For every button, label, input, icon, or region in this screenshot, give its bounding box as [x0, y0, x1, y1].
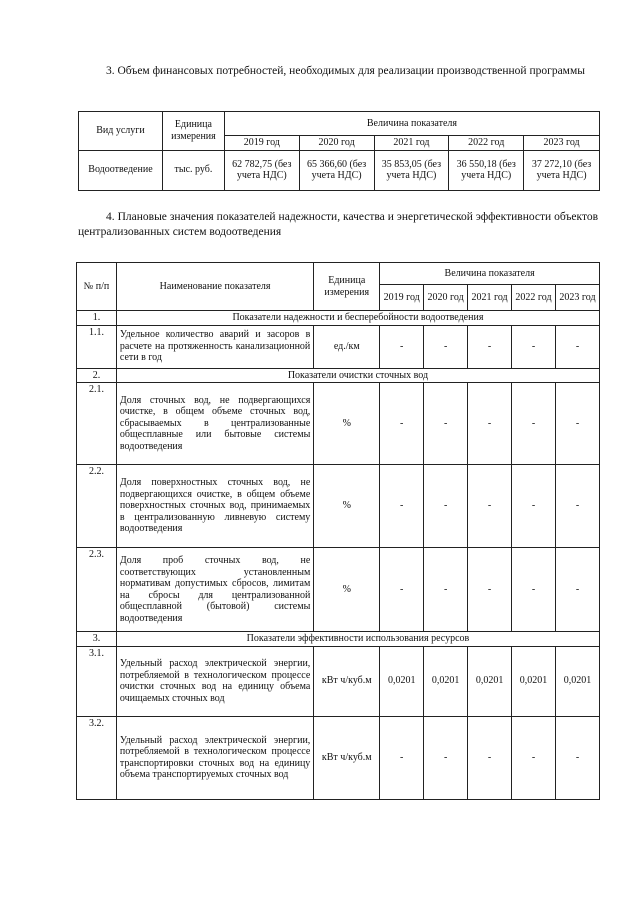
col-no-header: № п/п: [77, 263, 117, 311]
indicator-name: Доля проб сточных вод, не соответствующих установленным нормативам допустимых сбросов, лимитам на сбросы для централизованной общесплавной (бытовой) системы водоотведения: [116, 548, 313, 632]
indicator-value: -: [380, 465, 424, 548]
indicator-unit: кВт ч/куб.м: [314, 646, 380, 716]
year-2021: 2021 год: [374, 136, 449, 151]
row-number: 2.2.: [77, 465, 117, 548]
indicator-unit: кВт ч/куб.м: [314, 716, 380, 799]
indicator-value: -: [555, 465, 599, 548]
group-title: Показатели надежности и бесперебойности водоотведения: [116, 311, 599, 326]
row-number: 3.2.: [77, 716, 117, 799]
indicator-value: -: [512, 465, 556, 548]
indicator-value: -: [555, 383, 599, 465]
section-4-heading: 4. Плановые значения показателей надежности, качества и энергетической эффективности объектов централизованных систем водоотведения: [78, 211, 598, 238]
value-cell: 62 782,75 (без учета НДС): [224, 150, 299, 190]
indicator-value: 0,0201: [380, 646, 424, 716]
year-2021: 2021 год: [468, 285, 512, 311]
indicator-value: -: [424, 716, 468, 799]
row-number: 2.3.: [77, 548, 117, 632]
indicator-value: -: [468, 716, 512, 799]
year-2019: 2019 год: [224, 136, 299, 151]
indicator-name: Доля сточных вод, не подвергающихся очистке, в общем объеме сточных вод, сбрасываемых в централизованные общесплавные или бытовые системы водоотведения: [116, 383, 313, 465]
indicator-unit: ед./км: [314, 325, 380, 368]
year-2020: 2020 год: [299, 136, 374, 151]
col-value-header: Величина показателя: [380, 263, 600, 285]
group-title: Показатели очистки сточных вод: [116, 368, 599, 383]
indicator-value: 0,0201: [468, 646, 512, 716]
group-number: 1.: [77, 311, 117, 326]
row-number: 2.1.: [77, 383, 117, 465]
year-2022: 2022 год: [512, 285, 556, 311]
year-2023: 2023 год: [555, 285, 599, 311]
value-cell: 35 853,05 (без учета НДС): [374, 150, 449, 190]
service-cell: Водоотведение: [79, 150, 163, 190]
indicator-value: -: [424, 325, 468, 368]
indicator-unit: %: [314, 383, 380, 465]
year-2019: 2019 год: [380, 285, 424, 311]
indicator-value: -: [555, 325, 599, 368]
year-2020: 2020 год: [424, 285, 468, 311]
section-3-heading: 3. Объем финансовых потребностей, необходимых для реализации производственной программы: [106, 65, 585, 77]
col-name-header: Наименование показателя: [116, 263, 313, 311]
row-number: 1.1.: [77, 325, 117, 368]
indicator-name: Удельный расход электрической энергии, потребляемой в технологическом процессе транспортировки сточных вод на единицу объема транспортируемых сточных вод: [116, 716, 313, 799]
year-2023: 2023 год: [524, 136, 600, 151]
indicator-value: -: [468, 465, 512, 548]
indicator-value: -: [380, 716, 424, 799]
indicator-value: -: [555, 716, 599, 799]
indicator-value: -: [380, 548, 424, 632]
value-cell: 65 366,60 (без учета НДС): [299, 150, 374, 190]
financial-needs-table: [78, 111, 600, 191]
indicator-name: Удельный расход электрической энергии, потребляемой в технологическом процессе очистки сточных вод на единицу объема очищаемых сточных вод: [116, 646, 313, 716]
indicator-value: -: [380, 325, 424, 368]
indicator-value: 0,0201: [555, 646, 599, 716]
indicator-name: Удельное количество аварий и засоров в расчете на протяженность канализационной сети в год: [116, 325, 313, 368]
indicator-value: 0,0201: [512, 646, 556, 716]
col-value-header: Величина показателя: [224, 112, 599, 136]
col-service-header: Вид услуги: [79, 112, 163, 151]
indicator-value: -: [380, 383, 424, 465]
indicator-name: Доля поверхностных сточных вод, не подвергающихся очистке, в общем объеме поверхностных сточных вод, принимаемых в централизованную ливневую систему водоотведения: [116, 465, 313, 548]
year-2022: 2022 год: [449, 136, 524, 151]
group-number: 3.: [77, 632, 117, 647]
indicator-value: -: [512, 325, 556, 368]
value-cell: 36 550,18 (без учета НДС): [449, 150, 524, 190]
indicator-value: -: [424, 548, 468, 632]
indicator-value: -: [468, 325, 512, 368]
indicator-value: -: [512, 383, 556, 465]
unit-cell: тыс. руб.: [162, 150, 224, 190]
indicator-value: -: [468, 548, 512, 632]
indicator-unit: %: [314, 548, 380, 632]
indicator-value: -: [512, 548, 556, 632]
col-unit-header: Единица измерения: [314, 263, 380, 311]
indicators-table: [76, 262, 600, 800]
indicator-value: -: [424, 465, 468, 548]
group-title: Показатели эффективности использования ресурсов: [116, 632, 599, 647]
indicator-value: -: [424, 383, 468, 465]
indicator-value: -: [512, 716, 556, 799]
row-number: 3.1.: [77, 646, 117, 716]
group-number: 2.: [77, 368, 117, 383]
indicator-value: 0,0201: [424, 646, 468, 716]
indicator-value: -: [468, 383, 512, 465]
col-unit-header: Единица измерения: [162, 112, 224, 151]
indicator-value: -: [555, 548, 599, 632]
indicator-unit: %: [314, 465, 380, 548]
value-cell: 37 272,10 (без учета НДС): [524, 150, 600, 190]
